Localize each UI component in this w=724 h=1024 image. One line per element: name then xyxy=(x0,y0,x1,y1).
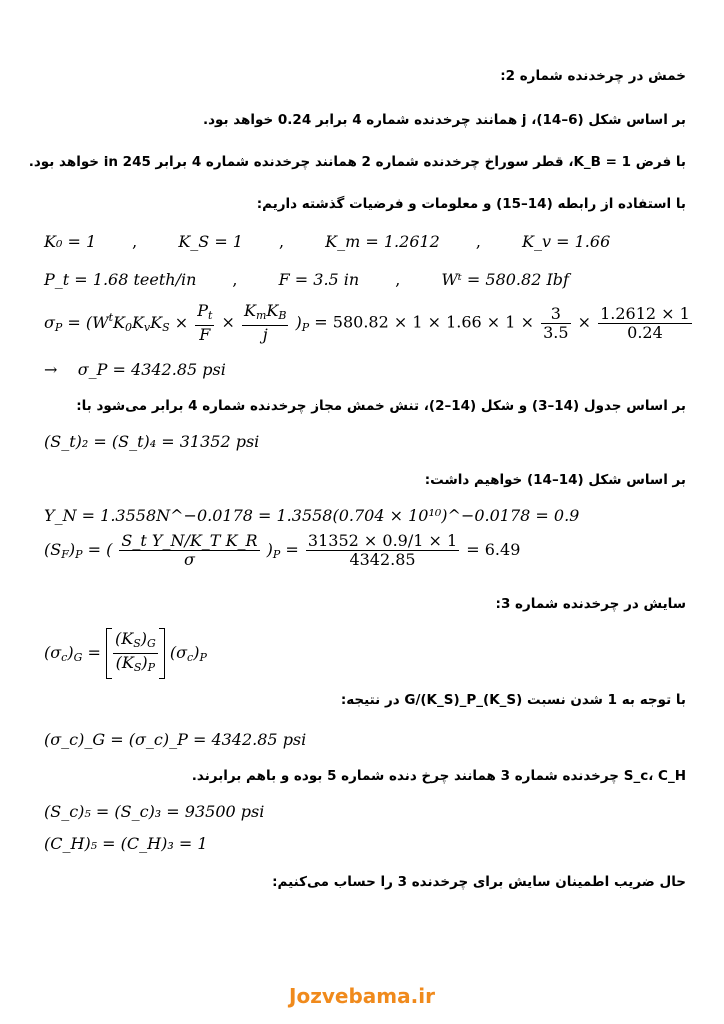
eq3-values: = 580.82 × 1 × 1.66 × 1 × xyxy=(314,312,534,332)
eq2-f: F = 3.5 in xyxy=(278,270,360,289)
eq5-text: (S_t)₂ = (S_t)₄ = 31352 psi xyxy=(44,432,260,451)
eq2-wt: Wᵗ = 580.82 Ibf xyxy=(441,270,569,289)
eq2-pt: P_t = 1.68 teeth/in xyxy=(44,270,197,289)
eq6-text: Y_N = 1.3558N^−0.0178 = 1.3558(0.704 × 10¹⁰)^−0.0178 = 0.9 xyxy=(44,506,580,525)
paragraph-safety-factor: حال ضریب اطمینان سایش برای چرخدنده 3 را حساب می‌کنیم: xyxy=(272,874,686,890)
fraction-st-yn-over-sigma: $\frac{\text{S\_t Y\_N/K\_T K\_R}}{\sigma}$ xyxy=(121,531,258,569)
paragraph-allowable-stress: بر اساس جدول (14–3) و شکل (14–2)، تنش خمش مجاز چرخدنده شماره 4 برابر می‌شود با: xyxy=(76,398,686,414)
paragraph-using-equation: با استفاده از رابطه (14–15) و معلومات و فرضیات گذشته داریم: xyxy=(256,196,686,212)
fraction-pt-over-f: $\frac{P_t}{F}$ xyxy=(197,301,213,344)
equation-pt-f-wt: P_t = 1.68 teeth/in , F = 3.5 in , Wᵗ = 580.82 Ibf xyxy=(44,270,569,289)
paragraph-figure-14-14: بر اساس شکل (14–14) خواهیم داشت: xyxy=(424,472,686,488)
equation-sigma-c-equal xyxy=(44,730,306,749)
section-heading-wear: سایش در چرخدنده شماره 3: xyxy=(495,596,686,612)
equation-sf: $(S_F)_P$ = ( $\frac{\text{S\_t Y\_N/K\_T K\_R}}{\sigma}$ )$_P$ = $\frac{31352 \times 0.9/1 \times 1}{4342.85}$ = 6.49 xyxy=(44,531,521,569)
equation-sigma-p-result: → σ_P = 4342.85 psi xyxy=(44,360,226,379)
eq10-text: (S_c)₅ = (S_c)₃ = 93500 psi xyxy=(44,802,265,821)
eq1-km: K_m = 1.2612 xyxy=(325,232,440,251)
equation-sc xyxy=(44,802,264,821)
equation-yn xyxy=(44,506,579,525)
footer-site-name[interactable]: Jozvebama.ir xyxy=(289,984,435,1008)
paragraph-ratio-one: با توجه به 1 شدن نسبت (K_S)_G/(K_S)_P در نتیجه: xyxy=(340,692,686,708)
fraction-values-sf: $\frac{31352 \times 0.9/1 \times 1}{4342.85}$ xyxy=(307,531,458,569)
paragraph-sc-ch: S_c، C_H چرخدنده شماره 3 همانند چرخ دنده شماره 5 بوده و باهم برابرند. xyxy=(191,768,686,784)
eq9-text: (σ_c)_G = (σ_c)_P = 4342.85 psi xyxy=(44,730,307,749)
eq1-k0: K₀ = 1 xyxy=(44,232,97,251)
paragraph-j-value: بر اساس شکل (6–14)، j همانند چرخدنده شماره 4 برابر 0.24 خواهد بود. xyxy=(202,112,686,128)
equation-ch xyxy=(44,834,208,853)
equation-k-factors: K₀ = 1 , K_S = 1 , K_m = 1.2612 , K_v = 1.66 xyxy=(44,232,611,251)
equation-sigma-c-ratio: $(\sigma_c)_G$ = $\frac{(K_S)_G}{(K_S)_P}$ $(\sigma_c)_P$ xyxy=(44,628,207,679)
fraction-3-over-3.5: $\frac{3}{3.5}$ xyxy=(543,303,569,342)
equation-sigma-p-formula: $\sigma_P = (W^tK_0K_vK_S$ × $\frac{P_t}{F}$ × $\frac{K_mK_B}{j}$ )$_P = 580.82 \times 1 \times 1.66 \times 1$ × $\frac{3}{3.5}$ × $\frac{1.2612 \times 1}{0.24}$ xyxy=(44,301,690,344)
paragraph-kb-assumption: با فرض K_B = 1، قطر سوراخ چرخدنده شماره 2 همانند چرخدنده شماره 4 برابر 245 in خواهد بود. xyxy=(28,154,686,170)
fraction-km-over-j-values: $\frac{1.2612 \times 1}{0.24}$ xyxy=(600,303,690,342)
eq4-text: σ_P = 4342.85 psi xyxy=(77,360,226,379)
eq11-text: (C_H)₅ = (C_H)₃ = 1 xyxy=(44,834,208,853)
equation-st xyxy=(44,432,259,451)
bracket-ks-ratio: $\frac{(K_S)_G}{(K_S)_P}$ xyxy=(106,628,165,679)
section-heading-bending: خمش در چرخدنده شماره 2: xyxy=(500,68,686,84)
fraction-kmkb-over-j: $\frac{K_mK_B}{j}$ xyxy=(244,301,287,344)
eq1-kv: K_v = 1.66 xyxy=(522,232,611,251)
eq7-result: = 6.49 xyxy=(466,540,521,559)
eq1-ks: K_S = 1 xyxy=(178,232,243,251)
